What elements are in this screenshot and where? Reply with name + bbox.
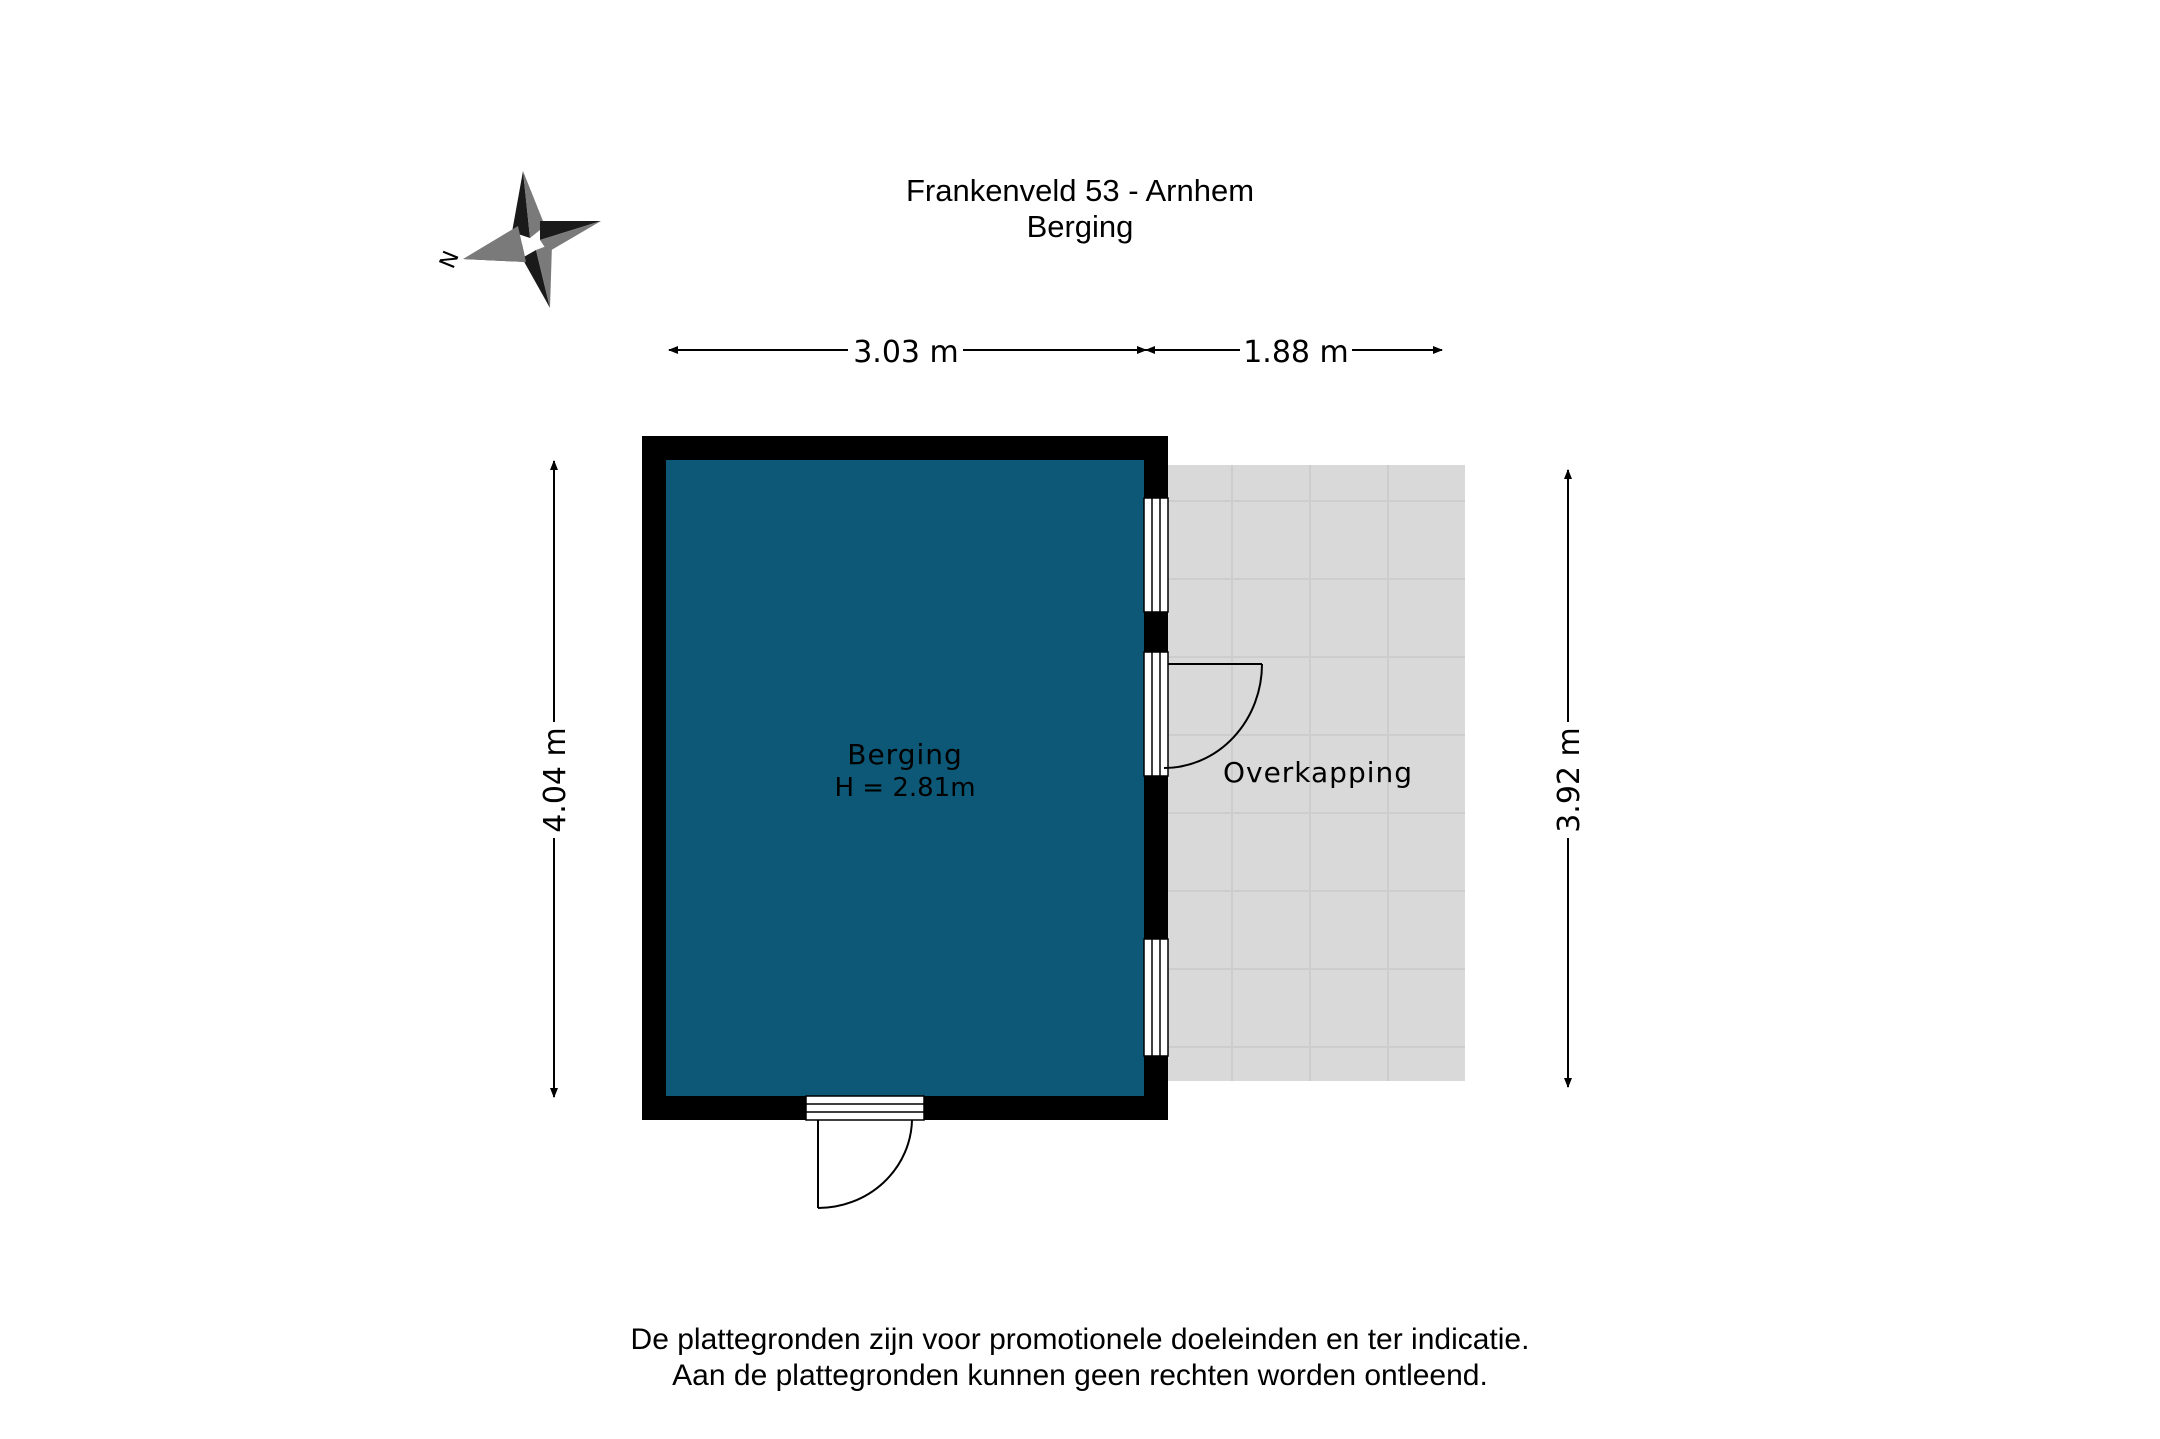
dimension-right xyxy=(1552,470,1587,1087)
berging-room-name: Berging xyxy=(847,738,963,771)
dimension-top-left xyxy=(669,335,1146,370)
door-bottom xyxy=(806,1096,924,1208)
dimension-right-label: 3.92 m xyxy=(1552,727,1587,833)
dimension-top-left-label: 3.03 m xyxy=(853,335,959,370)
dimension-left-label: 4.04 m xyxy=(538,727,573,833)
overkapping-label: Overkapping xyxy=(1222,756,1414,789)
window-right-lower xyxy=(1144,939,1168,1056)
dimension-top-right xyxy=(1146,335,1442,370)
disclaimer-line-1: De plattegronden zijn voor promotionele doeleinden en ter indicatie. xyxy=(630,1323,1530,1356)
dimension-top-right-label: 1.88 m xyxy=(1243,335,1349,370)
disclaimer-line-2: Aan de plattegronden kunnen geen rechten worden ontleend. xyxy=(672,1359,1488,1392)
dimension-left xyxy=(538,461,573,1097)
window-right-upper xyxy=(1144,498,1168,612)
berging-room-height: H = 2.81m xyxy=(834,773,976,803)
compass-rose-icon xyxy=(435,171,601,308)
plan-title: Frankenveld 53 - Arnhem xyxy=(905,173,1255,208)
overkapping-area xyxy=(1168,465,1465,1081)
plan-subtitle: Berging xyxy=(1026,209,1134,244)
compass-north-label: N xyxy=(435,247,465,273)
